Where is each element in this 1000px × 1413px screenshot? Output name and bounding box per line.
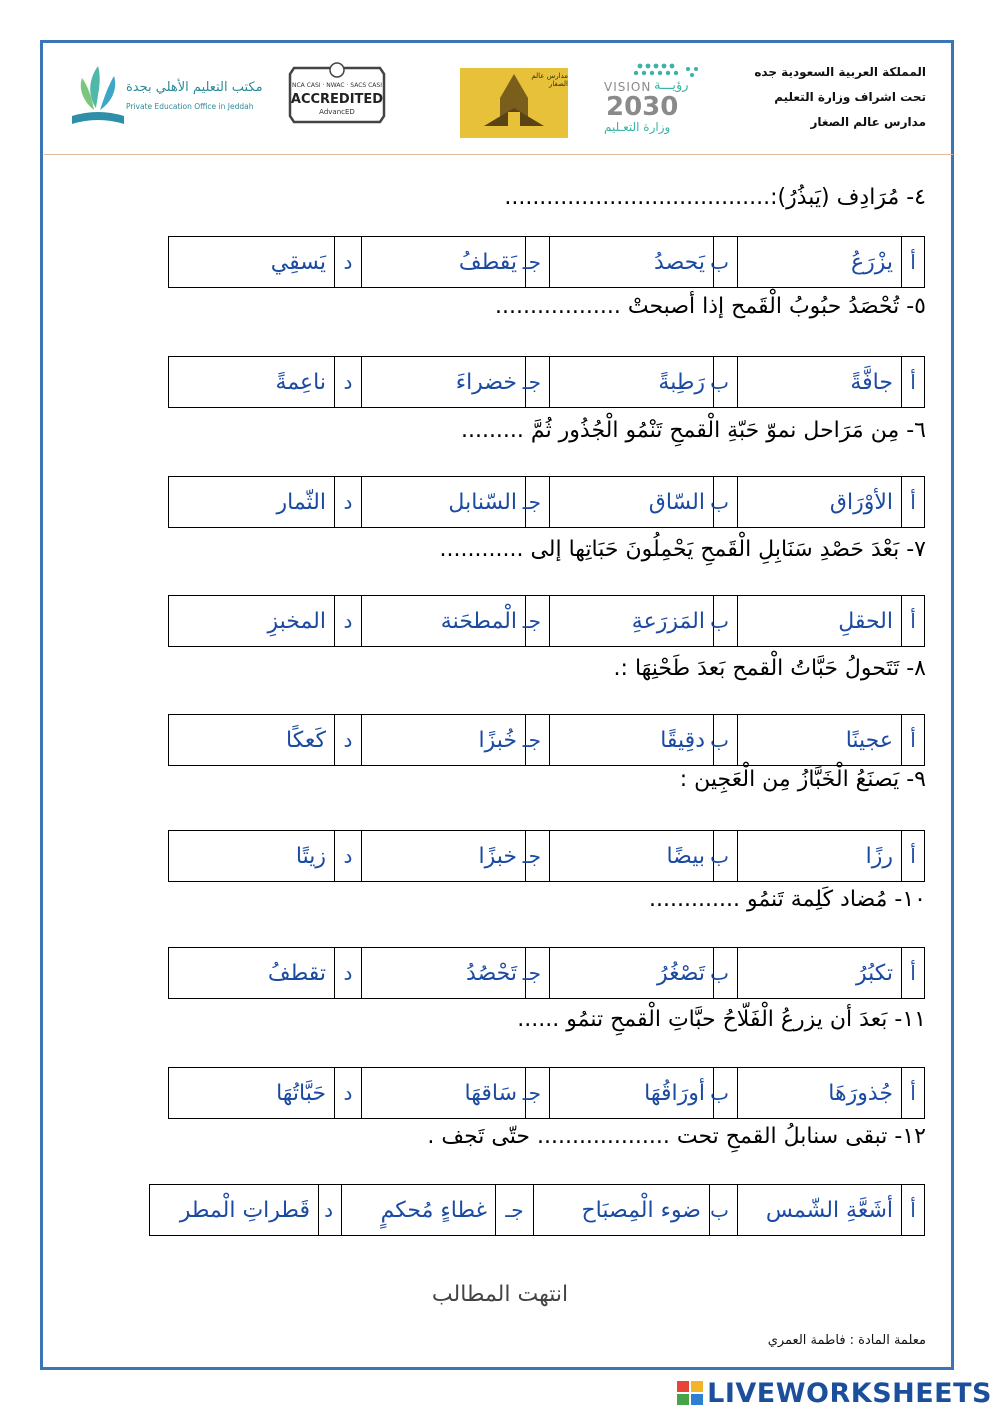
- office-name-en: Private Education Office in Jeddah: [126, 102, 254, 111]
- end-text: انتهت المطالب: [431, 1282, 569, 1307]
- option-c[interactable]: غطاءٍ مُحكمٍ: [342, 1185, 496, 1236]
- option-c[interactable]: السّنابل: [362, 477, 526, 528]
- option-c[interactable]: خبزًا: [362, 831, 526, 882]
- option-letter: ب: [714, 237, 738, 288]
- options-table-6: [168, 476, 925, 528]
- question-9-prompt: ٩- يَصنَعُ الْخَبَّازُ مِن الْعَجِين: [694, 767, 926, 792]
- option-letter: أ: [902, 357, 925, 408]
- accredited-main: ACCREDITED: [290, 92, 384, 107]
- option-d[interactable]: ناعِمةً: [169, 357, 335, 408]
- question-11: [517, 1007, 926, 1032]
- option-letter: د: [319, 1185, 342, 1236]
- option-letter: د: [335, 237, 362, 288]
- question-10-prompt: ١٠- مُضاد كَلِمة تَنمُو: [746, 887, 926, 912]
- option-b[interactable]: المَزرَعةِ: [550, 596, 714, 647]
- options-table-4: [168, 236, 925, 288]
- liveworksheets-logo-icon: [676, 1380, 704, 1406]
- option-letter: أ: [902, 948, 925, 999]
- option-d[interactable]: المخبزِ: [169, 596, 335, 647]
- option-b[interactable]: ضوء الْمِصبَاح: [534, 1185, 710, 1236]
- vision-ministry: وزارة التعـليم: [604, 120, 671, 134]
- option-letter: د: [335, 477, 362, 528]
- option-a[interactable]: تكبُرُ: [738, 948, 902, 999]
- header-separator: [44, 154, 953, 155]
- answer-blank-12[interactable]: ...................: [536, 1124, 670, 1149]
- education-office-logo: [68, 58, 263, 138]
- option-letter: ب: [714, 1068, 738, 1119]
- question-10: [649, 887, 926, 912]
- option-d[interactable]: حَبَّاتُهَا: [169, 1068, 335, 1119]
- option-b[interactable]: يَحصدُ: [550, 237, 714, 288]
- question-12-suffix: حتّى تَجف .: [427, 1124, 530, 1149]
- answer-blank-8[interactable]: :.: [613, 656, 628, 681]
- question-6: [461, 418, 926, 443]
- question-9: [680, 767, 926, 792]
- option-d[interactable]: الثّمار: [169, 477, 335, 528]
- answer-blank-5[interactable]: ..................: [494, 294, 621, 319]
- question-6-prompt: ٦- مِن مَرَاحل نموّ حَبّةِ الْقمحِ تَنْمُو الْجُذُور ثُمَّ: [530, 418, 926, 443]
- option-letter: أ: [902, 831, 925, 882]
- office-name-ar: مكتب التعليم الأهلي بجدة: [126, 80, 263, 95]
- option-c[interactable]: الْمطحَنة: [362, 596, 526, 647]
- option-letter: جـ: [526, 948, 550, 999]
- option-b[interactable]: السّاق: [550, 477, 714, 528]
- option-letter: ب: [714, 831, 738, 882]
- accredited-sub: AdvancED: [319, 108, 355, 116]
- option-b[interactable]: تَصْغُرُ: [550, 948, 714, 999]
- option-b[interactable]: بيضًا: [550, 831, 714, 882]
- answer-blank-6[interactable]: .........: [460, 418, 524, 443]
- option-a[interactable]: الأوْرَاق: [738, 477, 902, 528]
- option-b[interactable]: أورَاقُهَا: [550, 1068, 714, 1119]
- option-d[interactable]: قَطراتِ الْمطر: [150, 1185, 319, 1236]
- question-8: [614, 656, 926, 681]
- question-12-prompt: ١٢- تبقى سنابلُ القمحِ تحت: [676, 1124, 926, 1149]
- teacher-name: معلمة المادة : فاطمة العمري: [767, 1333, 926, 1348]
- option-letter: د: [335, 357, 362, 408]
- vision-word: VISION: [604, 80, 652, 94]
- book-leaves-icon: [68, 58, 128, 136]
- options-table-5: [168, 356, 925, 408]
- school-header: [754, 60, 926, 135]
- question-5: [495, 294, 926, 319]
- option-letter: أ: [902, 1185, 925, 1236]
- option-b[interactable]: رَطِبةً: [550, 357, 714, 408]
- option-letter: د: [335, 1068, 362, 1119]
- question-5-prompt: ٥- تُحْصَدُ حبُوبُ الْقَمح إذا أصبحتْ: [627, 294, 926, 319]
- option-letter: ب: [714, 357, 738, 408]
- school-line-3: مدارس عالم الصغار: [810, 115, 926, 129]
- option-letter: أ: [902, 596, 925, 647]
- question-12: [427, 1124, 926, 1149]
- question-7-prompt: ٧- بَعْدَ حَصْدِ سَنَابِلِ الْقَمحِ يَحْمِلُونَ حَبَاتِها إلى: [530, 537, 926, 562]
- option-c[interactable]: خُبزًا: [362, 715, 526, 766]
- option-letter: أ: [902, 237, 925, 288]
- options-table-12: [149, 1184, 925, 1236]
- accredited-badge: [284, 60, 390, 130]
- vision-2030-logo: [600, 60, 708, 138]
- options-table-7: [168, 595, 925, 647]
- option-letter: د: [335, 831, 362, 882]
- option-letter: أ: [902, 715, 925, 766]
- option-a[interactable]: أشَعَّةِ الشّمس: [738, 1185, 902, 1236]
- option-a[interactable]: جافَّةً: [738, 357, 902, 408]
- option-letter: ب: [714, 715, 738, 766]
- question-4: [504, 185, 926, 210]
- option-letter: ب: [714, 477, 738, 528]
- option-c[interactable]: سَاقهَا: [362, 1068, 526, 1119]
- option-letter: ب: [714, 948, 738, 999]
- option-letter: ب: [710, 1185, 738, 1236]
- answer-blank-4[interactable]: ......................................: [504, 185, 771, 210]
- options-table-10: [168, 947, 925, 999]
- option-letter: أ: [902, 1068, 925, 1119]
- accredited-top: NCA CASI · NWAC · SACS CASI: [292, 82, 382, 89]
- option-d[interactable]: تقطفُ: [169, 948, 335, 999]
- answer-blank-7[interactable]: ............: [439, 537, 524, 562]
- option-letter: د: [335, 596, 362, 647]
- vision-year: 2030: [606, 92, 679, 122]
- school-line-2: تحت اشراف وزارة التعليم: [774, 90, 926, 104]
- option-letter: أ: [902, 477, 925, 528]
- answer-blank-11[interactable]: ......: [517, 1007, 560, 1032]
- option-letter: د: [335, 948, 362, 999]
- option-letter: جـ: [526, 596, 550, 647]
- option-letter: جـ: [526, 1068, 550, 1119]
- options-table-11: [168, 1067, 925, 1119]
- school-emblem-text: مدارس عالم الصغار: [531, 72, 568, 88]
- question-7: [440, 537, 926, 562]
- question-4-prompt: ٤- مُرَادِف (يَبذُرُ):: [770, 185, 926, 210]
- option-letter: ب: [714, 596, 738, 647]
- option-c[interactable]: خضراءَ: [362, 357, 526, 408]
- option-letter: جـ: [526, 715, 550, 766]
- option-a[interactable]: رزًا: [738, 831, 902, 882]
- option-c[interactable]: تَحْصُدُ: [362, 948, 526, 999]
- option-a[interactable]: يزْرَعُ: [738, 237, 902, 288]
- option-c[interactable]: يَقطفُ: [362, 237, 526, 288]
- options-table-9: [168, 830, 925, 882]
- option-letter: جـ: [496, 1185, 534, 1236]
- answer-blank-9[interactable]: :: [679, 767, 688, 792]
- option-letter: جـ: [526, 477, 550, 528]
- school-line-1: المملكة العربية السعودية جده: [754, 65, 926, 79]
- option-d[interactable]: زيتًا: [169, 831, 335, 882]
- question-11-prompt: ١١- بَعدَ أن يزرعُ الْفَلّاحُ حبَّاتِ الْقمحِ تنمُو: [566, 1007, 926, 1032]
- option-a[interactable]: جُذورَهَا: [738, 1068, 902, 1119]
- question-8-prompt: ٨- تَتَحولُ حَبَّاتُ الْقمح بَعدَ طَحْنِهَا: [634, 656, 926, 681]
- liveworksheets-text: LIVEWORKSHEETS: [707, 1377, 992, 1409]
- option-a[interactable]: عجينًا: [738, 715, 902, 766]
- option-letter: جـ: [526, 357, 550, 408]
- option-a[interactable]: الحقلِ: [738, 596, 902, 647]
- option-b[interactable]: دقِيقًا: [550, 715, 714, 766]
- option-letter: جـ: [526, 237, 550, 288]
- options-table-8: [168, 714, 925, 766]
- option-d[interactable]: كَعكًا: [169, 715, 335, 766]
- school-emblem-logo: [460, 68, 568, 138]
- option-letter: جـ: [526, 831, 550, 882]
- vision-ar: رؤيـــة: [654, 78, 689, 93]
- answer-blank-10[interactable]: .............: [649, 887, 740, 912]
- option-letter: د: [335, 715, 362, 766]
- option-d[interactable]: يَسقِي: [169, 237, 335, 288]
- liveworksheets-brand[interactable]: [676, 1378, 992, 1408]
